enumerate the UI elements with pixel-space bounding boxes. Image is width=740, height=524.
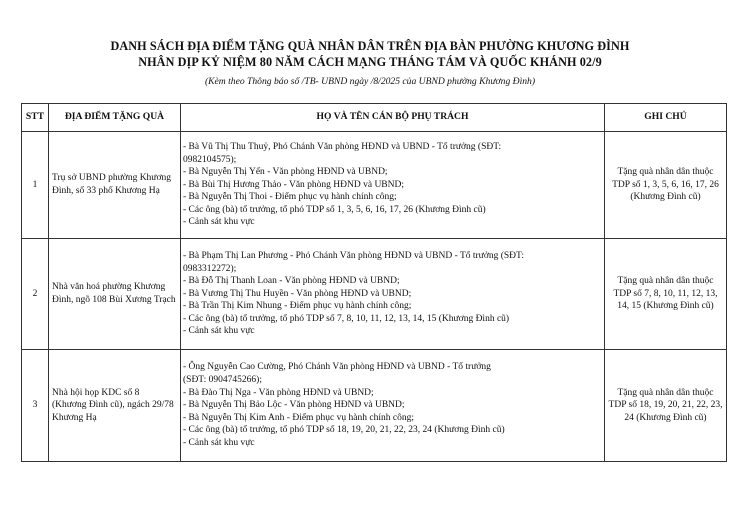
- row-stt: 3: [22, 350, 49, 462]
- staff-line: - Bà Nguyễn Thị Yến - Văn phòng HĐND và UBND;: [183, 167, 388, 178]
- staff-line: - Bà Đào Thị Nga - Văn phòng HĐND và UBND;: [183, 387, 374, 398]
- column-header-note: GHI CHÚ: [605, 104, 727, 132]
- staff-line: - Bà Vũ Thị Thu Thuỷ, Phó Chánh Văn phòng HĐND và UBND - Tổ trưởng (SĐT:: [183, 141, 502, 152]
- row-note: Tặng quà nhân dân thuộc TDP số 18, 19, 20, 21, 22, 23, 24 (Khương Đình cũ): [605, 350, 727, 462]
- staff-line: 0983312272);: [183, 263, 237, 274]
- staff-line: - Cảnh sát khu vực: [183, 437, 255, 448]
- row-note: Tặng quà nhân dân thuộc TDP số 7, 8, 10, 11, 12, 13, 14, 15 (Khương Đình cũ): [605, 239, 727, 350]
- table-row: [22, 350, 727, 462]
- column-header-stt: STT: [22, 104, 49, 132]
- table-row: [22, 132, 727, 239]
- staff-line: - Các ông (bà) tổ trưởng, tổ phó TDP số 7, 8, 10, 11, 12, 13, 14, 15 (Khương Đình cũ): [183, 313, 510, 324]
- staff-line: - Ông Nguyễn Cao Cường, Phó Chánh Văn phòng HĐND và UBND - Tổ trưởng: [183, 362, 491, 373]
- staff-line: - Bà Bùi Thị Hương Thảo - Văn phòng HĐND và UBND;: [183, 179, 405, 190]
- row-staff-list: [181, 239, 605, 350]
- gift-locations-table: [21, 103, 727, 462]
- staff-line: (SĐT: 0904745266);: [183, 375, 262, 386]
- staff-line: - Các ông (bà) tổ trưởng, tổ phó TDP số 18, 19, 20, 21, 22, 23, 24 (Khương Đình cũ): [183, 425, 505, 436]
- row-note: Tặng quà nhân dân thuộc TDP số 1, 3, 5, 6, 16, 17, 26 (Khương Đình cũ): [605, 132, 727, 239]
- document-subtitle: (Kèm theo Thông báo số /TB- UBND ngày /8/2025 của UBND phường Khương Đình): [204, 76, 536, 87]
- staff-line: - Bà Nguyễn Thị Bảo Lộc - Văn phòng HĐND và UBND;: [183, 400, 405, 411]
- staff-line: - Cảnh sát khu vực: [183, 217, 255, 228]
- staff-line: - Bà Trần Thị Kim Nhung - Điểm phục vụ hành chính công;: [183, 301, 412, 312]
- column-header-staff: HỌ VÀ TÊN CÁN BỘ PHỤ TRÁCH: [181, 104, 605, 132]
- staff-line: - Cảnh sát khu vực: [183, 326, 255, 337]
- row-place: Nhà hội họp KDC số 8 (Khương Đình cũ), ngách 29/78 Khương Hạ: [49, 350, 181, 462]
- row-place: Trụ sở UBND phường Khương Đình, số 33 phố Khương Hạ: [49, 132, 181, 239]
- document-title-line-2: NHÂN DỊP KỶ NIỆM 80 NĂM CÁCH MẠNG THÁNG TÁM VÀ QUỐC KHÁNH 02/9: [138, 55, 602, 69]
- table-row: [22, 239, 727, 350]
- row-stt: 1: [22, 132, 49, 239]
- table-header-row: [22, 104, 727, 132]
- row-staff-list: [181, 350, 605, 462]
- row-stt: 2: [22, 239, 49, 350]
- row-place: Nhà văn hoá phường Khương Đình, ngõ 108 Bùi Xương Trạch: [49, 239, 181, 350]
- staff-line: 0982104575);: [183, 154, 237, 165]
- staff-line: - Các ông (bà) tổ trưởng, tổ phó TDP số 1, 3, 5, 6, 16, 17, 26 (Khương Đình cũ): [183, 204, 486, 215]
- staff-line: - Bà Đỗ Thị Thanh Loan - Văn phòng HĐND và UBND;: [183, 276, 400, 287]
- row-staff-list: [181, 132, 605, 239]
- staff-line: - Bà Nguyễn Thị Thoi - Điểm phục vụ hành chính công;: [183, 192, 397, 203]
- staff-line: - Bà Phạm Thị Lan Phương - Phó Chánh Văn phòng HĐND và UBND - Tổ trưởng (SĐT:: [183, 250, 525, 261]
- staff-line: - Bà Nguyễn Thị Kim Anh - Điểm phục vụ hành chính công;: [183, 412, 414, 423]
- staff-line: - Bà Vương Thị Thu Huyền - Văn phòng HĐND và UBND;: [183, 288, 412, 299]
- column-header-place: ĐỊA ĐIỂM TẶNG QUÀ: [49, 104, 181, 132]
- document-title-line-1: DANH SÁCH ĐỊA ĐIỂM TẶNG QUÀ NHÂN DÂN TRÊN ĐỊA BÀN PHƯỜNG KHƯƠNG ĐÌNH: [110, 39, 630, 53]
